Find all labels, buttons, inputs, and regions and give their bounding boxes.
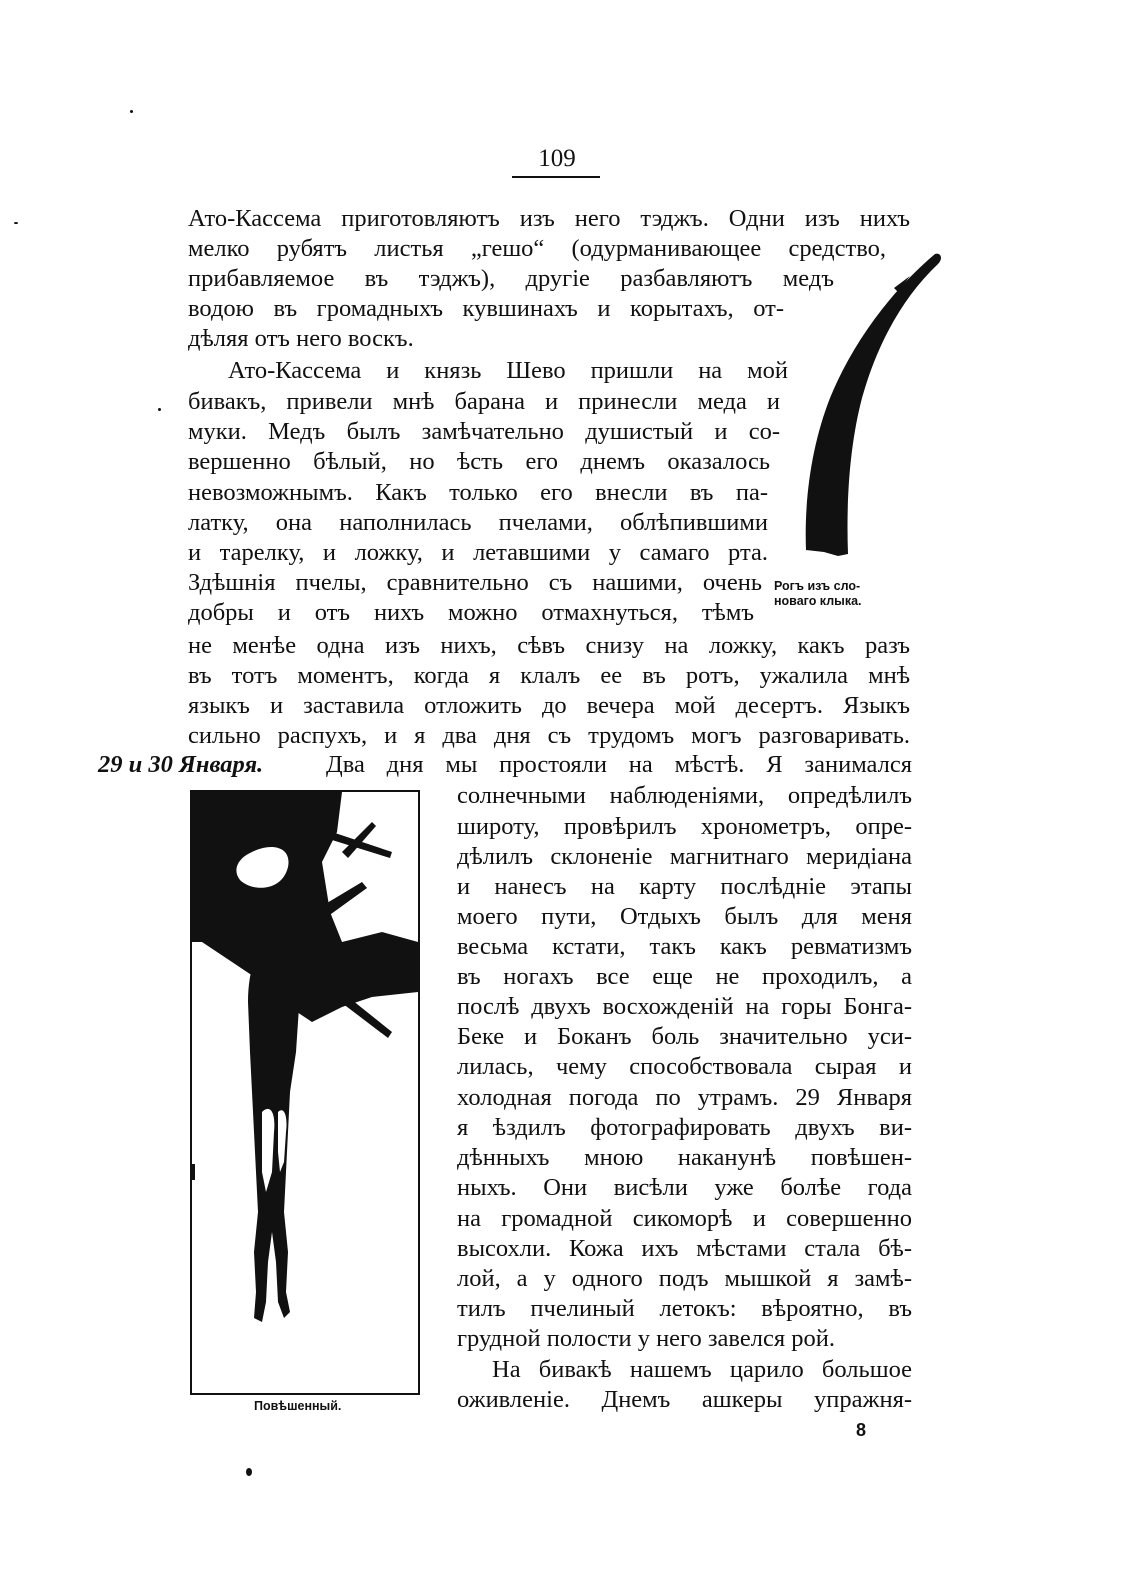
- text-line: Беке и Боканъ боль значительно уси-: [457, 1023, 912, 1050]
- text-line: латку, она наполнилась пчелами, облѣпившими: [188, 509, 768, 536]
- text-line: дѣлилъ склоненіе магнитнаго меридіана: [457, 843, 912, 870]
- text-line: лой, а у одного подъ мышкой я замѣ-: [457, 1265, 912, 1292]
- hanged-photo: [190, 790, 420, 1395]
- date-heading: 29 и 30 Января.: [98, 751, 264, 778]
- text-line: вершенно бѣлый, но ѣсть его днемъ оказалось: [188, 448, 770, 475]
- text-line: муки. Медъ былъ замѣчательно душистый и со-: [188, 418, 780, 445]
- text-line: добры и отъ нихъ можно отмахнуться, тѣмъ: [188, 599, 754, 626]
- text-line: На бивакѣ нашемъ царило большое: [492, 1356, 912, 1383]
- text-line: бивакъ, привели мнѣ барана и принесли меда и: [188, 388, 780, 415]
- text-line: Два дня мы простояли на мѣстѣ. Я занимался: [326, 751, 912, 778]
- scan-speck: [158, 408, 161, 411]
- text-line: я ѣздилъ фотографировать двухъ ви-: [457, 1114, 912, 1141]
- text-line: дѣляя отъ него воскъ.: [188, 325, 414, 352]
- text-line: прибавляемое въ тэджъ), другіе разбавляютъ медъ: [188, 265, 834, 292]
- text-line: языкъ и заставила отложить до вечера мой десертъ. Языкъ: [188, 692, 910, 719]
- text-line: на громадной сикоморѣ и совершенно: [457, 1205, 912, 1232]
- text-line: высохли. Кожа ихъ мѣстами стала бѣ-: [457, 1235, 912, 1262]
- text-line: невозможнымъ. Какъ только его внесли въ па-: [188, 479, 768, 506]
- horn-illustration: [790, 248, 950, 578]
- scan-speck: [14, 222, 18, 224]
- page-number-rule: [512, 176, 600, 178]
- text-line: мелко рубятъ листья „гешо“ (одурманивающее средство,: [188, 235, 886, 262]
- scan-speck: [130, 110, 133, 113]
- text-line: моего пути, Отдыхъ былъ для меня: [457, 903, 912, 930]
- signature-mark: 8: [856, 1420, 867, 1440]
- text-line: и тарелку, и ложку, и летавшими у самаго рта.: [188, 539, 768, 566]
- text-line: весьма кстати, такъ какъ ревматизмъ: [457, 933, 912, 960]
- page-number: 109: [538, 145, 576, 172]
- text-line: тилъ пчелиный летокъ: вѣроятно, въ: [457, 1295, 912, 1322]
- text-line: въ ногахъ все еще не проходилъ, а: [457, 963, 912, 990]
- text-line: грудной полости у него завелся рой.: [457, 1325, 835, 1352]
- horn-caption-line2: новаго клыка.: [774, 594, 862, 608]
- text-line: дѣнныхъ мною наканунѣ повѣшен-: [457, 1144, 912, 1171]
- text-line: и нанесъ на карту послѣдніе этапы: [457, 873, 912, 900]
- text-line: лилась, чему способствовала сырая и: [457, 1053, 912, 1080]
- text-line: сильно распухъ, и я два дня съ трудомъ могъ разговаривать.: [188, 722, 910, 749]
- text-line: холодная погода по утрамъ. 29 Января: [457, 1084, 912, 1111]
- text-line: широту, провѣрилъ хронометръ, опре-: [457, 813, 912, 840]
- text-line: оживленіе. Днемъ ашкеры упражня-: [457, 1386, 912, 1413]
- text-line: послѣ двухъ восхожденій на горы Бонга-: [457, 993, 912, 1020]
- hanged-photo-image: [192, 792, 418, 1393]
- text-line: Здѣшнія пчелы, сравнительно съ нашими, очень: [188, 569, 762, 596]
- text-line: въ тотъ моментъ, когда я клалъ ее въ ротъ, ужалила мнѣ: [188, 662, 910, 689]
- horn-caption-line1: Рогъ изъ сло-: [774, 579, 861, 593]
- text-line: Ато-Кассема и князь Шево пришли на мой: [228, 357, 788, 384]
- text-line: водою въ громадныхъ кувшинахъ и корытахъ, от-: [188, 295, 784, 322]
- text-line: солнечными наблюденіями, опредѣлилъ: [457, 782, 912, 809]
- text-line: Ато-Кассема приготовляютъ изъ него тэджъ. Одни изъ нихъ: [188, 205, 910, 232]
- text-line: не менѣе одна изъ нихъ, сѣвъ снизу на ложку, какъ разъ: [188, 632, 910, 659]
- hanged-caption: Повѣшенный.: [254, 1399, 342, 1413]
- scan-speck: [246, 1468, 252, 1476]
- text-line: ныхъ. Они висѣли уже болѣе года: [457, 1174, 912, 1201]
